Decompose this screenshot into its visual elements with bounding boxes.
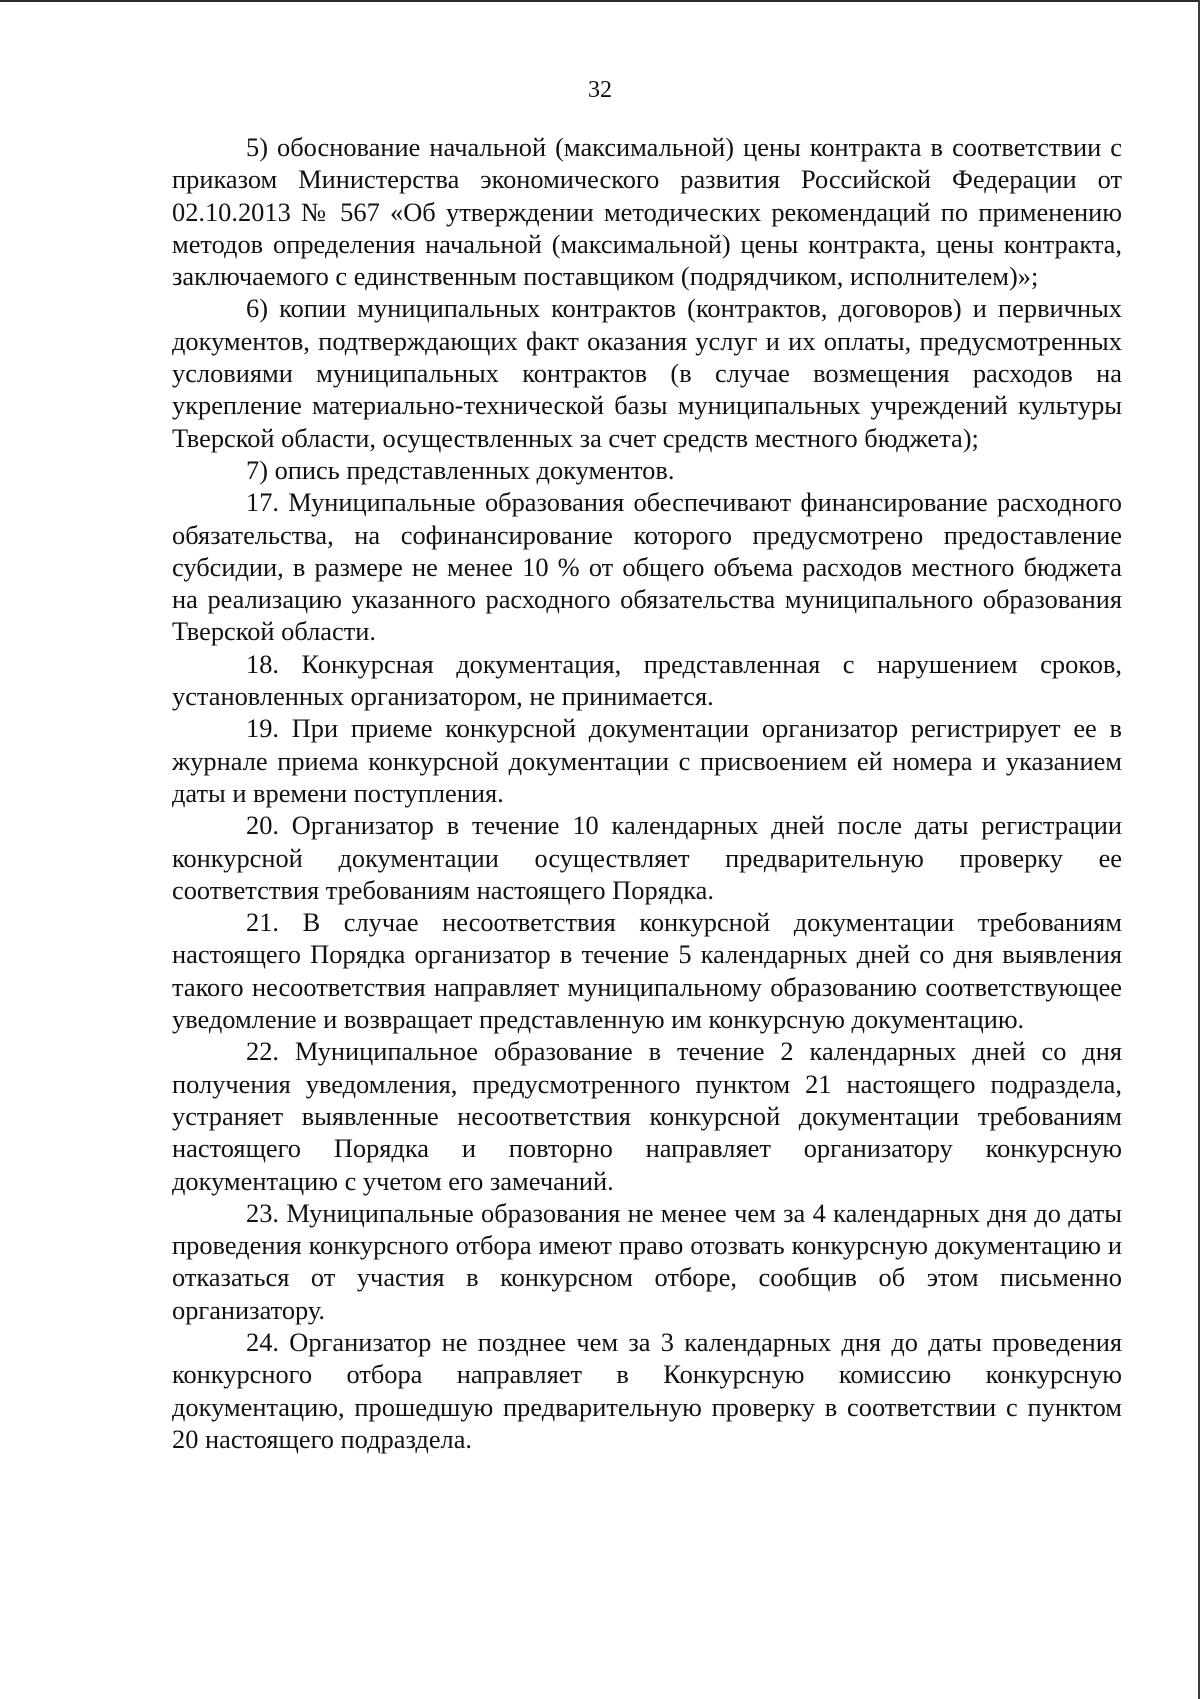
document-body: [172, 131, 1122, 1455]
paragraph-item-7: 7) опись представленных документов.: [246, 454, 675, 485]
paragraph-clause-17: 17. Муниципальные образования обеспечивают финансирование расходного обязательства, на софинансирование которого предусмотрено предоставление субсидии, в размере не менее 10 % от общего объема расходов местного бюджета на реализацию указанного расходного обязательства муниципального образования Тверской области.: [172, 487, 1122, 647]
paragraph-clause-22: 22. Муниципальное образование в течение 2 календарных дней со дня получения уведомления, предусмотренного пунктом 21 настоящего подраздела, устраняет выявленные несоответствия конкурсной документации требованиям настоящего Порядка и повторно направляет организатору конкурсную документацию с учетом его замечаний.: [172, 1036, 1122, 1196]
paragraph-clause-24: 24. Организатор не позднее чем за 3 календарных дня до даты проведения конкурсного отбора направляет в Конкурсную комиссию конкурсную документацию, прошедшую предварительную проверку в соответствии с пунктом 20 настоящего подраздела.: [172, 1326, 1122, 1454]
paragraph-clause-21: 21. В случае несоответствия конкурсной документации требованиям настоящего Порядка организатор в течение 5 календарных дней со дня выявления такого несоответствия направляет муниципальному образованию соответствующее уведомление и возвращает представленную им конкурсную документацию.: [172, 907, 1122, 1035]
paragraph-clause-20: 20. Организатор в течение 10 календарных дней после даты регистрации конкурсной документации осуществляет предварительную проверку ее соответствия требованиям настоящего Порядка.: [172, 810, 1122, 905]
scan-top-edge: [0, 0, 1200, 2]
paragraph-item-6: 6) копии муниципальных контрактов (контрактов, договоров) и первичных документов, подтверждающих факт оказания услуг и их оплаты, предусмотренных условиями муниципальных контрактов (в случае возмещения расходов на укрепление материально-технической базы муниципальных учреждений культуры Тверской области, осуществленных за счет средств местного бюджета);: [172, 293, 1122, 453]
page-number: 32: [588, 77, 612, 103]
paragraph-item-5: 5) обоснование начальной (максимальной) цены контракта в соответствии с приказом Министерства экономического развития Российской Федерации от 02.10.2013 № 567 «Об утверждении методических рекомендаций по применению методов определения начальной (максимальной) цены контракта, цены контракта, заключаемого с единственным поставщиком (подрядчиком, исполнителем)»;: [172, 132, 1122, 292]
paragraph-clause-18: 18. Конкурсная документация, представленная с нарушением сроков, установленных организатором, не принимается.: [172, 648, 1122, 712]
paragraph-clause-19: 19. При приеме конкурсной документации организатор регистрирует ее в журнале приема конкурсной документации с присвоением ей номера и указанием даты и времени поступления.: [172, 713, 1122, 808]
paragraph-clause-23: 23. Муниципальные образования не менее чем за 4 календарных дня до даты проведения конкурсного отбора имеют право отозвать конкурсную документацию и отказаться от участия в конкурсном отборе, сообщив об этом письменно организатору.: [172, 1197, 1122, 1325]
